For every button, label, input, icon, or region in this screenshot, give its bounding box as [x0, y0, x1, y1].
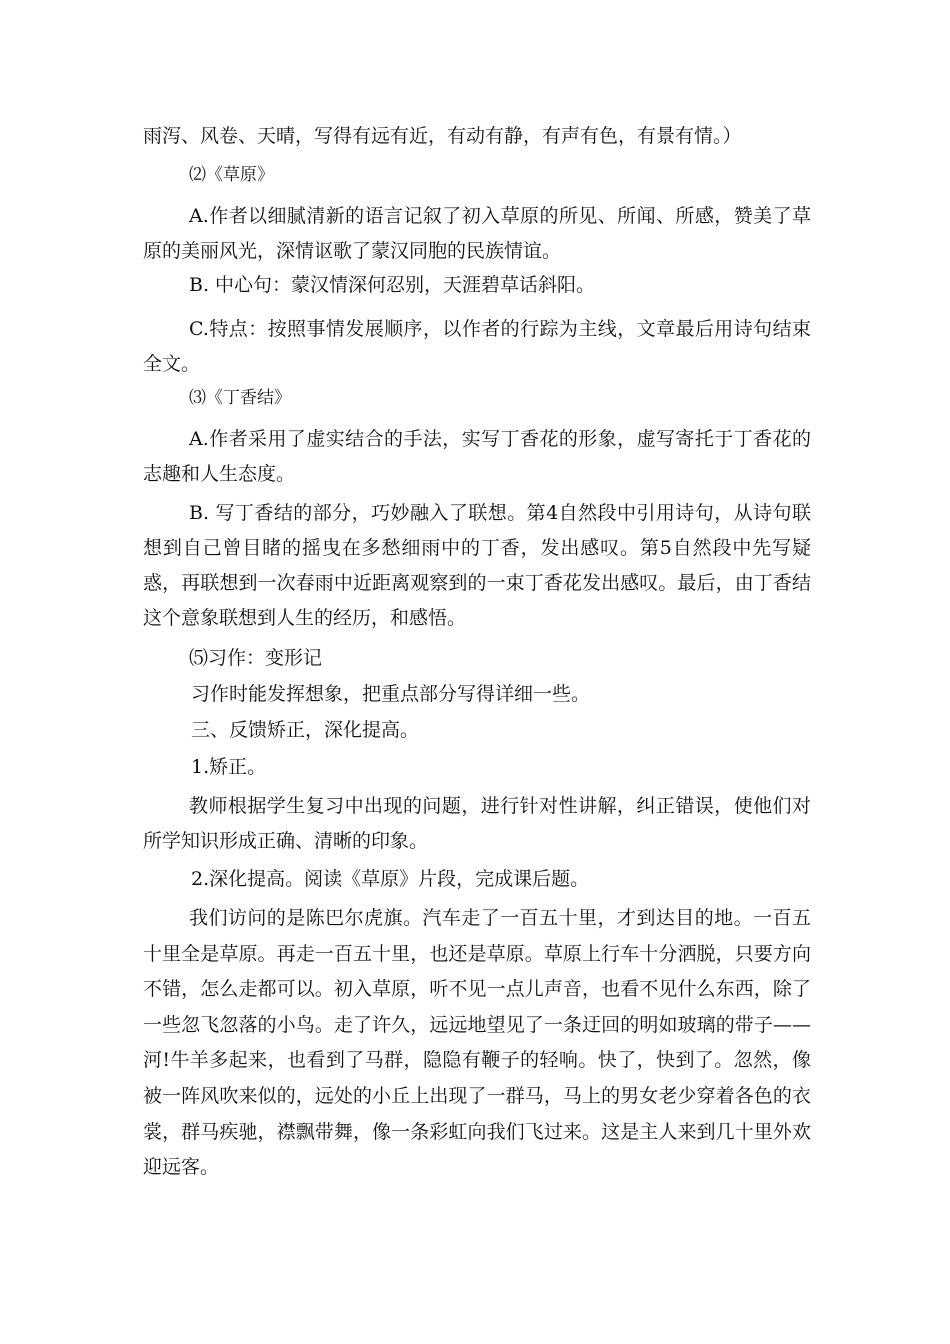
paragraph-xizuo: 习作时能发挥想象，把重点部分写得详细一些。: [191, 683, 591, 705]
paragraph-continuation: 雨泻、风卷、天晴，写得有远有近，有动有静，有声有色，有景有情。）: [143, 125, 742, 147]
paragraph-jiaozheng: 教师根据学生复习中出现的问题，进行针对性讲解，纠正错误，使他们对所学知识形成正确、清晰的印象。: [143, 795, 811, 852]
heading-shenhua: 2.深化提高。阅读《草原》片段，完成课后题。: [191, 868, 590, 890]
paragraph-caoyuan-c: C.特点：按照事情发展顺序，以作者的行踪为主线，文章最后用诗句结束全文。: [143, 318, 811, 375]
section-heading-dingxiangjie: ⑶《丁香结》: [189, 388, 291, 408]
heading-jiaozheng: 1.矫正。: [191, 756, 267, 778]
heading-section-three: 三、反馈矫正，深化提高。: [191, 719, 420, 741]
paragraph-reading-passage: 我们访问的是陈巴尔虎旗。汽车走了一百五十里，才到达目的地。一百五十里全是草原。再走一百五十里，也还是草原。草原上行车十分洒脱，只要方向不错，怎么走都可以。初入草原，听不见一点儿声音，也看不见什么东西，除了一些忽飞忽落的小鸟。走了许久，远远地望见了一条迂回的明如玻璃的带子——河!牛羊多起来，也看到了马群，隐隐有鞭子的轻响。快了，快到了。忽然，像被一阵风吹来似的，远处的小丘上出现了一群马，马上的男女老少穿着各色的衣裳，群马疾驰，襟飘带舞，像一条彩虹向我们飞过来。这是主人来到几十里外欢迎远客。: [143, 907, 811, 1179]
section-heading-caoyuan: ⑵《草原》: [189, 165, 274, 185]
paragraph-caoyuan-a: A.作者以细腻清新的语言记叙了初入草原的所见、所闻、所感，赞美了草原的美丽风光，深情讴歌了蒙汉同胞的民族情谊。: [143, 205, 811, 262]
paragraph-dingxiangjie-b: B. 写丁香结的部分，巧妙融入了联想。第4自然段中引用诗句，从诗句联想到自己曾目睹的摇曳在多愁细雨中的丁香，发出感叹。第5自然段中先写疑惑，再联想到一次春雨中近距离观察到的一束丁香花发出感叹。最后，由丁香结这个意象联想到人生的经历，和感悟。: [143, 502, 811, 629]
section-heading-bianxingji: ⑸习作：变形记: [189, 647, 323, 669]
paragraph-caoyuan-b: B. 中心句：蒙汉情深何忍别，天涯碧草话斜阳。: [189, 274, 596, 296]
paragraph-dingxiangjie-a: A.作者采用了虚实结合的手法，实写丁香花的形象，虚写寄托于丁香花的志趣和人生态度。: [143, 428, 811, 485]
